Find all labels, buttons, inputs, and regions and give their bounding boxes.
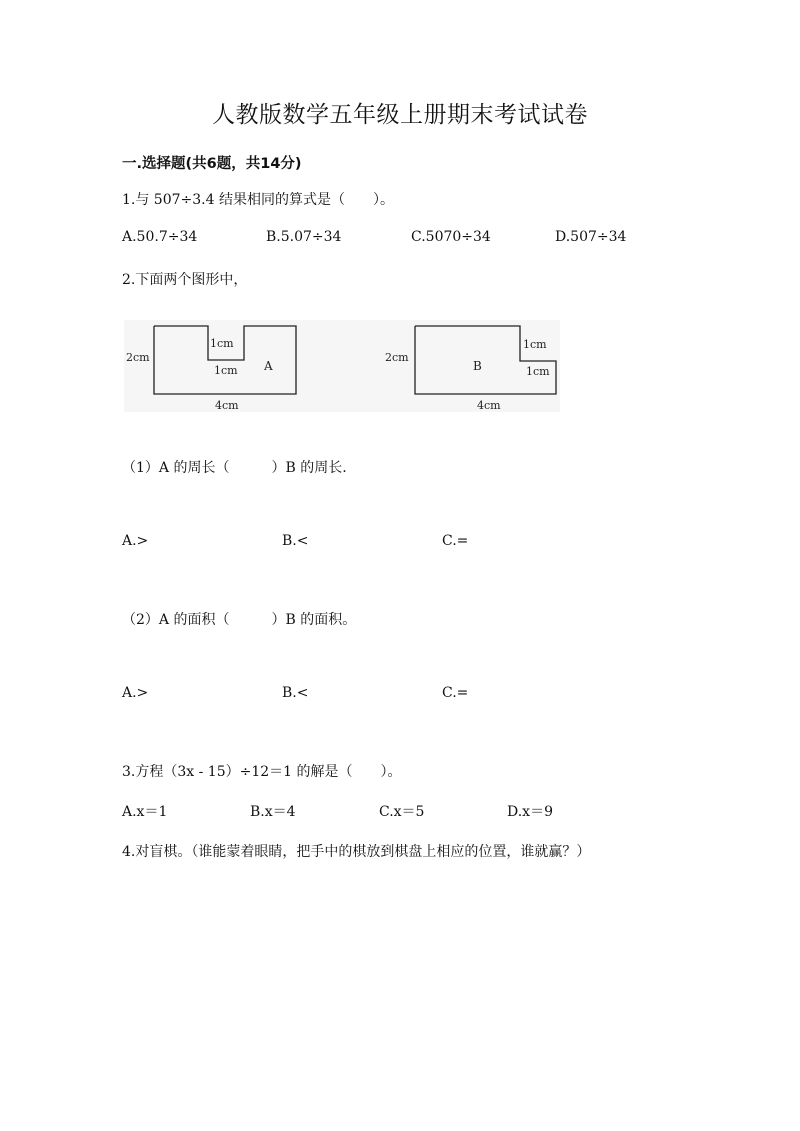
question-4-stem: 4.对盲棋。（谁能蒙着眼睛，把手中的棋放到棋盘上相应的位置，谁就赢？）	[122, 844, 591, 860]
shape-a-notch-height-label: 1cm	[210, 337, 234, 350]
shape-b-outline	[415, 326, 556, 394]
question-3-option-c: C.x＝5	[379, 804, 425, 820]
question-3-option-b: B.x＝4	[250, 804, 296, 820]
shape-a-width-label: 4cm	[215, 399, 239, 412]
question-2-part-2-option-b: B.<	[282, 685, 309, 701]
question-2-part-1-stem: （1）A 的周长（ ）B 的周长.	[122, 460, 347, 476]
question-1-option-a: A.50.7÷34	[122, 229, 198, 245]
question-2-part-2-stem: （2）A 的面积（ ）B 的面积。	[122, 612, 357, 628]
question-2-stem: 2.下面两个图形中，	[122, 272, 248, 288]
question-1-option-c: C.5070÷34	[411, 229, 491, 245]
shape-b-width-label: 4cm	[477, 399, 501, 412]
question-2-part-1-option-c: C.=	[442, 533, 469, 549]
question-1-option-b: B.5.07÷34	[266, 229, 342, 245]
question-2-figure	[124, 320, 560, 412]
question-3-stem: 3.方程（3x - 15）÷12＝1 的解是（ ）。	[122, 764, 402, 780]
question-2-part-2-option-a: A.>	[122, 685, 149, 701]
question-3-option-a: A.x＝1	[122, 804, 168, 820]
question-3-option-d: D.x＝9	[507, 804, 553, 820]
shape-a-notch-width-label: 1cm	[214, 364, 238, 377]
shape-b-letter: B	[473, 359, 482, 373]
question-2-part-1-option-b: B.<	[282, 533, 309, 549]
shape-a-letter: A	[264, 359, 273, 373]
question-1-stem: 1.与 507÷3.4 结果相同的算式是（ ）。	[122, 192, 394, 208]
section-heading-choice: 一.选择题(共6题，共14分)	[122, 156, 302, 172]
page-title: 人教版数学五年级上册期末考试试卷	[212, 102, 588, 128]
shape-a-height-label: 2cm	[126, 351, 150, 364]
question-1-option-d: D.507÷34	[555, 229, 627, 245]
shape-b-height-label: 2cm	[385, 351, 409, 364]
question-2-part-1-option-a: A.>	[122, 533, 149, 549]
shapes-diagram	[124, 320, 560, 412]
shape-b-step-width-label: 1cm	[526, 365, 550, 378]
question-2-part-2-option-c: C.=	[442, 685, 469, 701]
shape-b-step-height-label: 1cm	[523, 338, 547, 351]
